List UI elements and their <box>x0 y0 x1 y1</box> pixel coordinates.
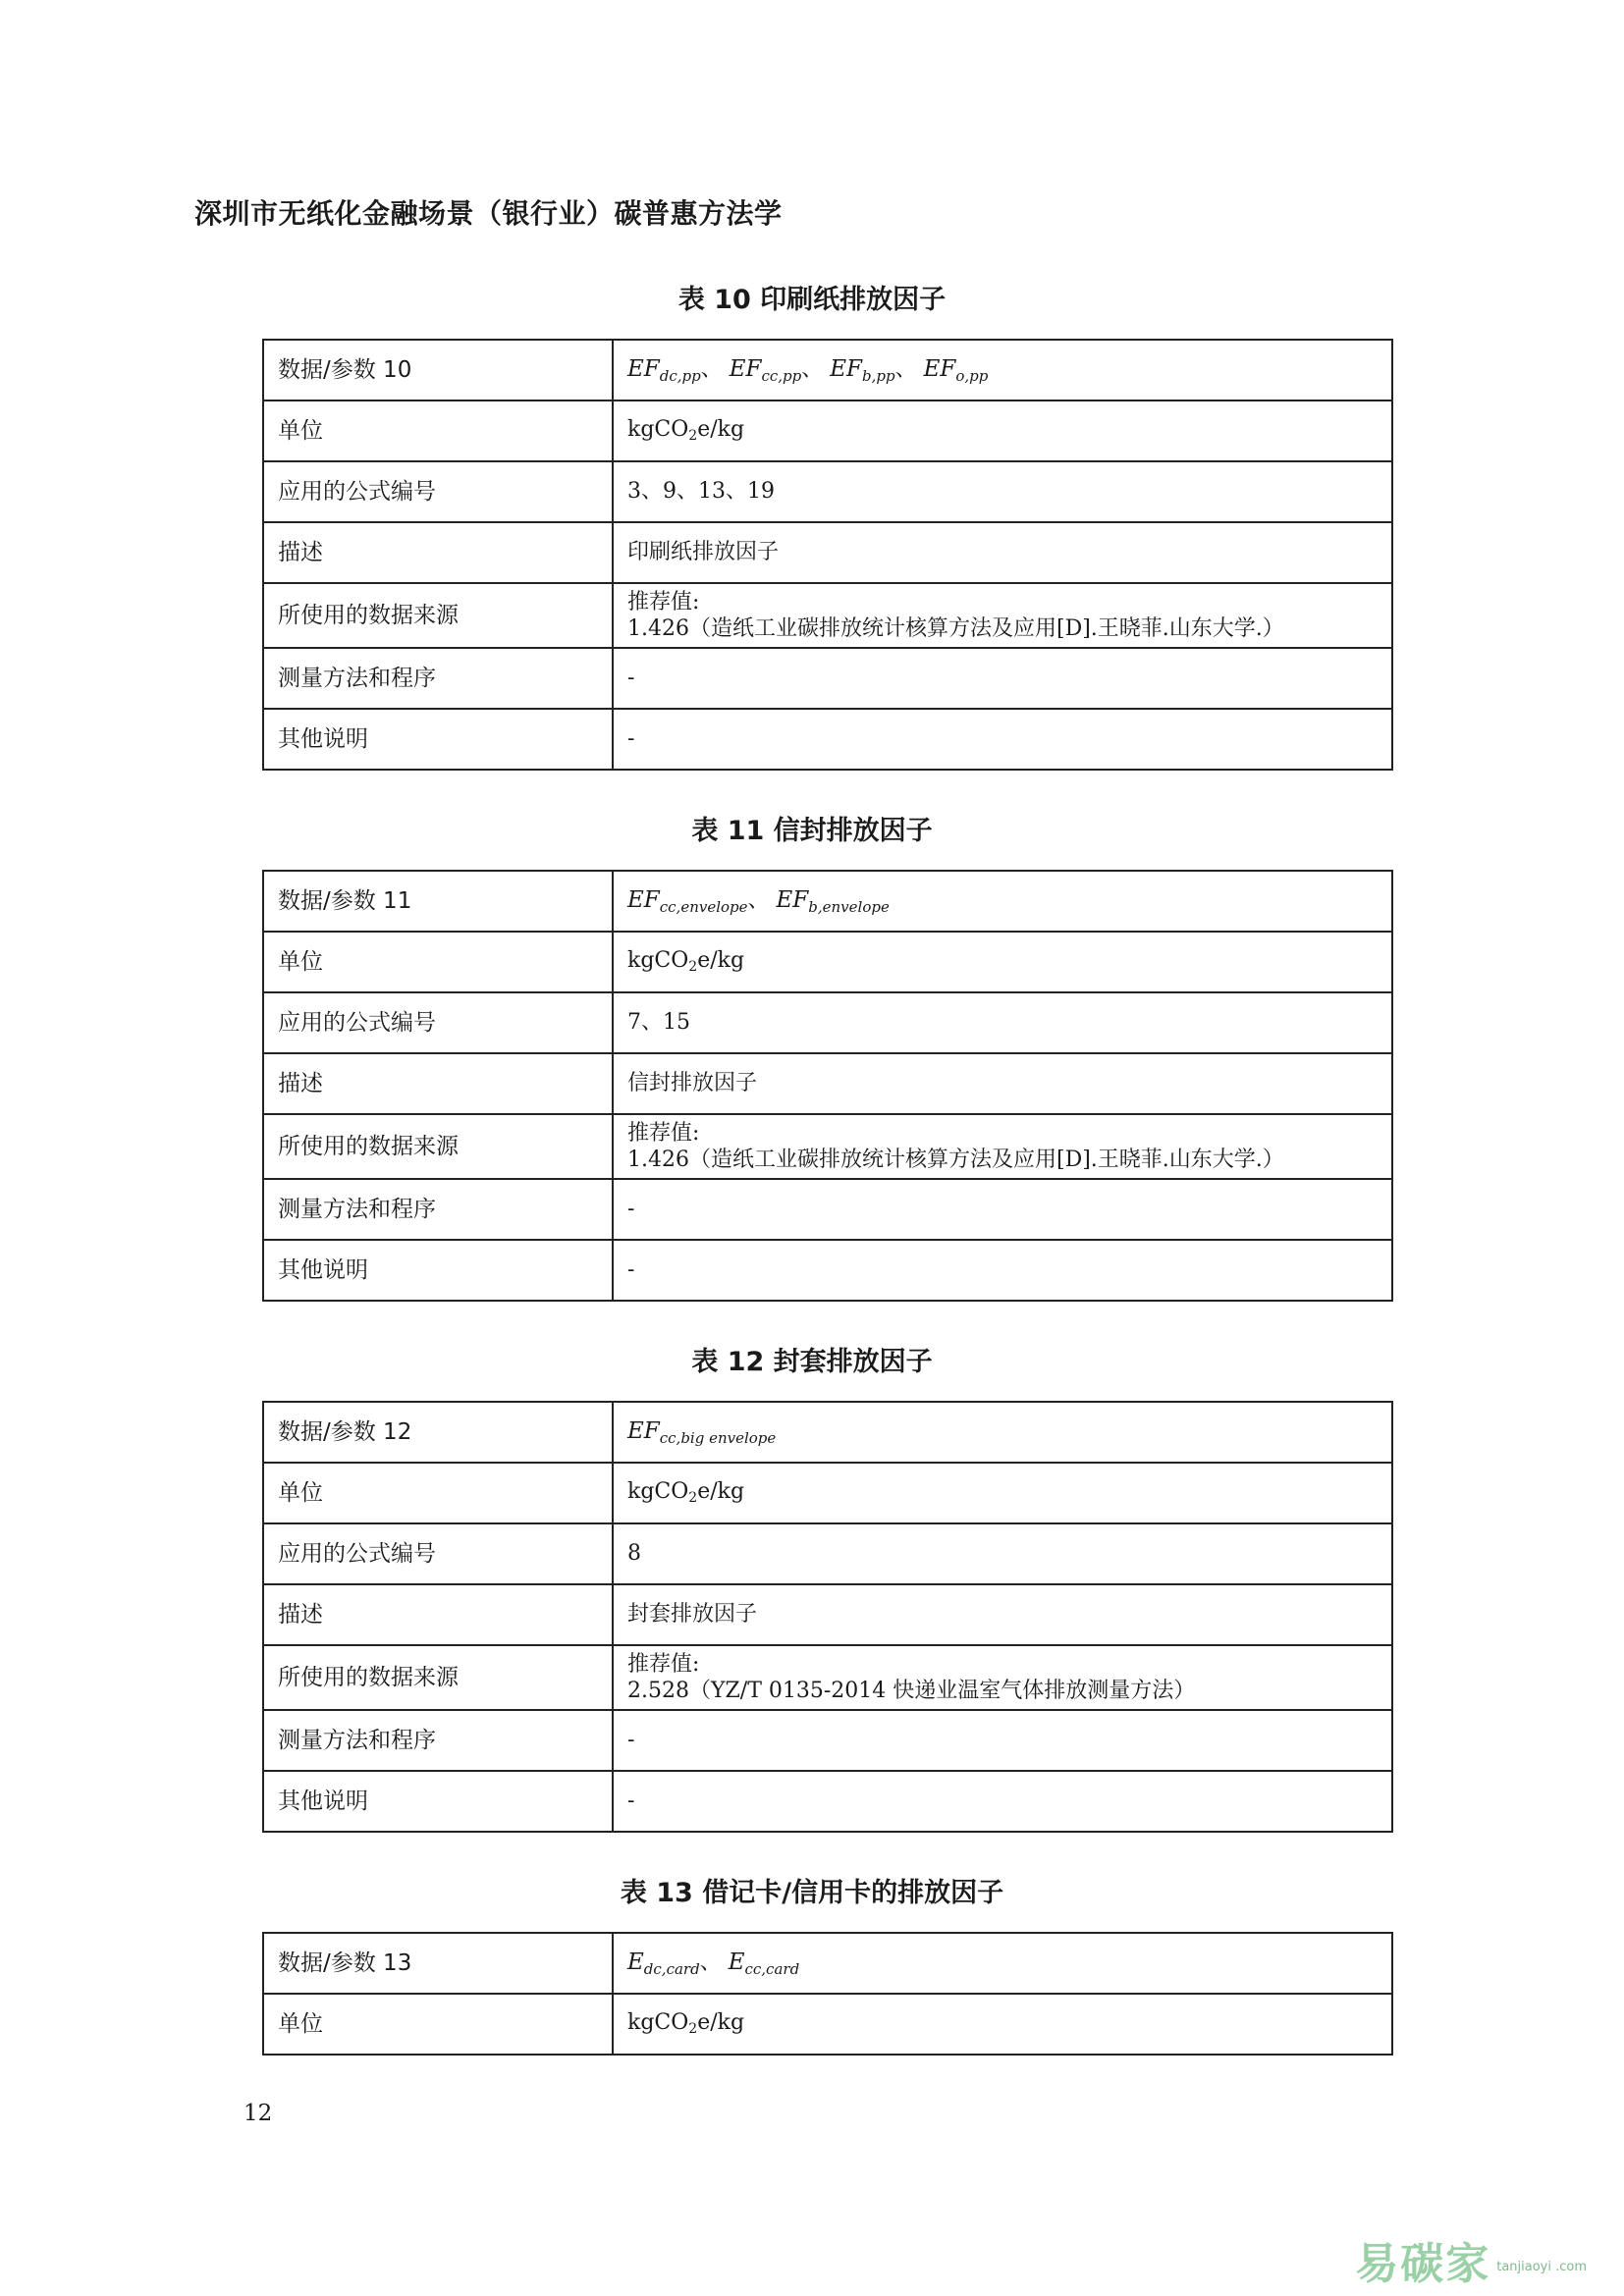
unit-value: kgCO$_2$e/kg <box>613 1463 1392 1523</box>
other-value: - <box>613 709 1392 770</box>
table-11-caption: 表 11 信封排放因子 <box>691 816 933 846</box>
table-row <box>263 1463 1392 1523</box>
symbol: $EF_{o,pp}$ <box>923 355 989 385</box>
table-row <box>263 400 1392 461</box>
method-value: - <box>613 1179 1392 1240</box>
formula-value: 8 <box>613 1523 1392 1584</box>
table-row <box>263 1771 1392 1832</box>
table-row <box>263 1523 1392 1584</box>
document-header: 深圳市无纸化金融场景（银行业）碳普惠方法学 <box>194 197 783 230</box>
formula-label: 应用的公式编号 <box>263 1523 613 1584</box>
unit-label: 单位 <box>263 1463 613 1523</box>
desc-label: 描述 <box>263 1584 613 1645</box>
table-row <box>263 1584 1392 1645</box>
table-10 <box>262 339 1393 771</box>
symbol: $E_{cc,card}$ <box>728 1949 800 1978</box>
method-value: - <box>613 1710 1392 1771</box>
source-label: 所使用的数据来源 <box>263 1645 613 1710</box>
formula-label: 应用的公式编号 <box>263 461 613 522</box>
desc-label: 描述 <box>263 522 613 583</box>
symbol: $EF_{cc,envelope}$ <box>627 886 748 916</box>
unit-value: kgCO$_2$e/kg <box>613 1994 1392 2055</box>
param-symbols: $E_{dc,card}$、 $E_{cc,card}$ <box>613 1933 1392 1994</box>
page-number: 12 <box>244 2101 273 2126</box>
formula-label: 应用的公式编号 <box>263 992 613 1053</box>
table-row <box>263 648 1392 709</box>
method-label: 测量方法和程序 <box>263 1179 613 1240</box>
table-row <box>263 522 1392 583</box>
table-12 <box>262 1401 1393 1833</box>
desc-value: 信封排放因子 <box>613 1053 1392 1114</box>
param-label: 数据/参数 12 <box>263 1402 613 1463</box>
other-label: 其他说明 <box>263 1240 613 1301</box>
table-row <box>263 992 1392 1053</box>
watermark-text: 易碳家 <box>1355 2239 1491 2289</box>
source-label: 所使用的数据来源 <box>263 583 613 648</box>
table-12-caption: 表 12 封套排放因子 <box>691 1347 933 1377</box>
table-row <box>263 1053 1392 1114</box>
table-row <box>263 1179 1392 1240</box>
other-value: - <box>613 1240 1392 1301</box>
table-row <box>263 932 1392 992</box>
unit-label: 单位 <box>263 1994 613 2055</box>
param-label: 数据/参数 13 <box>263 1933 613 1994</box>
table-10-caption: 表 10 印刷纸排放因子 <box>677 285 947 315</box>
source-value: 推荐值: 1.426（造纸工业碳排放统计核算方法及应用[D].王晓菲.山东大学.） <box>613 583 1392 648</box>
method-label: 测量方法和程序 <box>263 1710 613 1771</box>
param-label: 数据/参数 11 <box>263 871 613 932</box>
param-label: 数据/参数 10 <box>263 340 613 400</box>
desc-value: 印刷纸排放因子 <box>613 522 1392 583</box>
symbol: $EF_{cc,big envelope}$ <box>627 1417 777 1447</box>
formula-value: 3、9、13、19 <box>613 461 1392 522</box>
table-row <box>263 871 1392 932</box>
other-label: 其他说明 <box>263 1771 613 1832</box>
desc-value: 封套排放因子 <box>613 1584 1392 1645</box>
watermark-domain: tanjiaoyi .com <box>1496 2260 1587 2274</box>
table-row <box>263 1240 1392 1301</box>
formula-value: 7、15 <box>613 992 1392 1053</box>
method-label: 测量方法和程序 <box>263 648 613 709</box>
table-row <box>263 583 1392 648</box>
table-row <box>263 709 1392 770</box>
table-row <box>263 1645 1392 1710</box>
unit-label: 单位 <box>263 932 613 992</box>
table-row <box>263 340 1392 400</box>
unit-label: 单位 <box>263 400 613 461</box>
symbol: $EF_{b,envelope}$ <box>776 886 890 916</box>
table-row <box>263 1402 1392 1463</box>
unit-value: kgCO$_2$e/kg <box>613 932 1392 992</box>
symbol: $E_{dc,card}$ <box>627 1949 700 1978</box>
other-value: - <box>613 1771 1392 1832</box>
param-symbols <box>613 1402 1392 1463</box>
other-label: 其他说明 <box>263 709 613 770</box>
table-row <box>263 461 1392 522</box>
symbol: $EF_{dc,pp}$ <box>627 355 701 385</box>
table-11 <box>262 870 1393 1302</box>
table-13 <box>262 1932 1393 2056</box>
param-symbols: $EF_{cc,envelope}$、 $EF_{b,envelope}$ <box>613 871 1392 932</box>
source-value: 推荐值: 2.528（YZ/T 0135-2014 快递业温室气体排放测量方法） <box>613 1645 1392 1710</box>
symbol: $EF_{b,pp}$ <box>830 355 895 385</box>
table-13-caption: 表 13 借记卡/信用卡的排放因子 <box>620 1878 1004 1908</box>
table-row <box>263 1994 1392 2055</box>
watermark-logo <box>1355 2228 1587 2291</box>
param-symbols: $EF_{dc,pp}$、 $EF_{cc,pp}$、 $EF_{b,pp}$、 $EF_{o,pp}$ <box>613 340 1392 400</box>
method-value: - <box>613 648 1392 709</box>
desc-label: 描述 <box>263 1053 613 1114</box>
table-row <box>263 1114 1392 1179</box>
symbol: $EF_{cc,pp}$ <box>729 355 802 385</box>
unit-value: kgCO$_2$e/kg <box>613 400 1392 461</box>
table-row <box>263 1933 1392 1994</box>
table-row <box>263 1710 1392 1771</box>
source-label: 所使用的数据来源 <box>263 1114 613 1179</box>
source-value: 推荐值: 1.426（造纸工业碳排放统计核算方法及应用[D].王晓菲.山东大学.） <box>613 1114 1392 1179</box>
